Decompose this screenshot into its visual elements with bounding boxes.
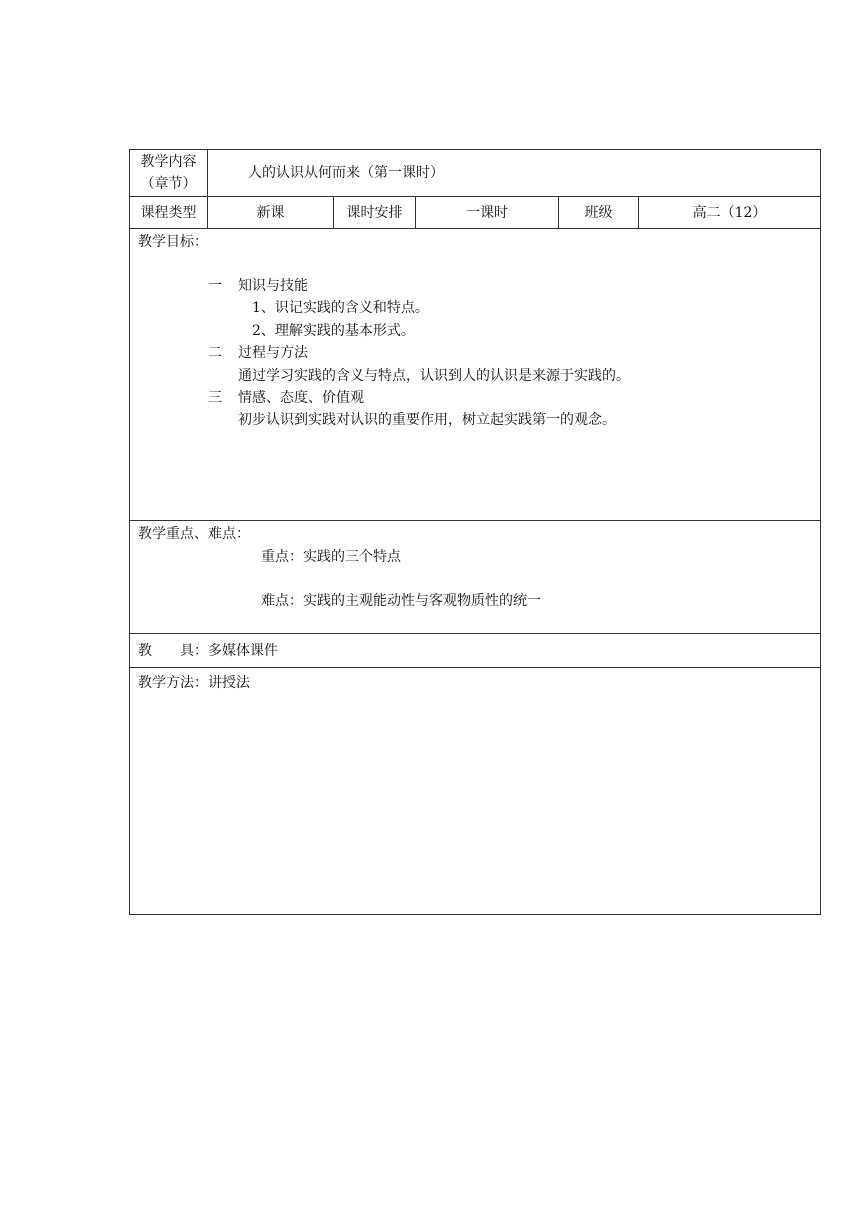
- difficulty-point: 难点：实践的主观能动性与客观物质性的统一: [261, 593, 541, 609]
- hours-value: 一课时: [416, 197, 559, 229]
- section-2-title: 过程与方法: [238, 345, 308, 361]
- section-3-item-1: 初步认识到实践对认识的重要作用，树立起实践第一的观念。: [238, 412, 616, 428]
- section-2-num: 二: [208, 345, 222, 361]
- content-label-line2: （章节）: [140, 176, 197, 192]
- objectives-row: [130, 229, 821, 521]
- info-row: [130, 197, 821, 229]
- objectives-heading: 教学目标：: [138, 234, 208, 250]
- objectives-cell: [130, 229, 821, 521]
- section-1-num: 一: [208, 278, 222, 294]
- tools-value: 多媒体课件: [208, 642, 278, 659]
- lesson-plan-table: [129, 149, 821, 915]
- key-points-cell: [130, 521, 821, 634]
- section-3-num: 三: [208, 390, 222, 406]
- tools-cell: [130, 634, 821, 668]
- section-2-item-1: 通过学习实践的含义与特点，认识到人的认识是来源于实践的。: [238, 368, 630, 384]
- method-row: [130, 668, 821, 915]
- content-label-line1: 教学内容: [140, 154, 197, 170]
- content-label: [130, 150, 208, 197]
- class-label: 班级: [559, 197, 639, 229]
- hours-label: 课时安排: [334, 197, 416, 229]
- section-1-title: 知识与技能: [238, 278, 308, 294]
- type-value: 新课: [208, 197, 334, 229]
- tools-row: [130, 634, 821, 668]
- method-value: 讲授法: [208, 675, 250, 691]
- method-label: 教学方法：: [138, 675, 208, 691]
- section-1-item-1: 1、识记实践的含义和特点。: [252, 300, 429, 316]
- method-cell: [130, 668, 821, 915]
- class-value: 高二（12）: [639, 197, 821, 229]
- focus-point: 重点：实践的三个特点: [261, 549, 401, 565]
- content-title: 人的认识从何而来（第一课时）: [208, 150, 821, 197]
- type-label: 课程类型: [130, 197, 208, 229]
- tools-label: 教 具：: [138, 642, 208, 659]
- key-points-heading: 教学重点、难点：: [138, 526, 250, 542]
- key-points-row: [130, 521, 821, 634]
- section-3-title: 情感、态度、价值观: [238, 390, 364, 406]
- section-1-item-2: 2、理解实践的基本形式。: [252, 323, 415, 339]
- content-row: [130, 150, 821, 197]
